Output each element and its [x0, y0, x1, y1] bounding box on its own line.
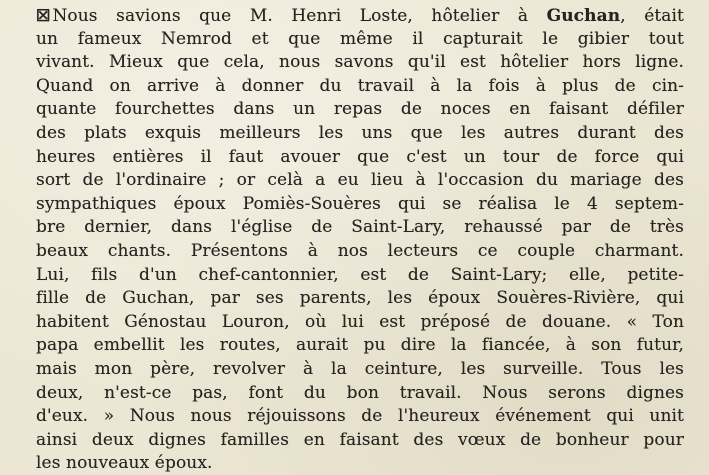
article-line-12: Lui, fils d'un chef-cantonnier, est de Saint-Lary; elle, petite- — [36, 264, 684, 285]
article-line-19: ainsi deux dignes familles en faisant des vœux de bonheur pour — [36, 429, 684, 450]
article-line-17: deux, n'est-ce pas, font du bon travail. Nous serons dignes — [36, 382, 684, 403]
article-line-3: vivant. Mieux que cela, nous savons qu'il est hôtelier hors ligne. — [36, 52, 684, 73]
article-line-1 — [36, 4, 684, 28]
article-line-9: sympathiques époux Pomiès-Souères qui se réalisa le 4 septem- — [36, 193, 684, 214]
article-line-1-text-a: Nous savions que M. Henri Loste, hôtelier à — [52, 6, 547, 26]
article-line-11: beaux chants. Présentons à nos lecteurs ce couple charmant. — [36, 240, 684, 261]
article-line-4: Quand on arrive à donner du travail à la fois à plus de cin- — [36, 75, 684, 96]
article-line-14: habitent Génostau Louron, où lui est préposé de douane. « Ton — [36, 311, 684, 332]
article-line-6: des plats exquis meilleurs les uns que les autres durant des — [36, 122, 684, 143]
article-line-20: les nouveaux époux. — [36, 453, 213, 474]
article-line-13: fille de Guchan, par ses parents, les époux Souères-Rivière, qui — [36, 288, 684, 309]
place-name-guchan: Guchan — [546, 6, 621, 26]
article-body — [36, 4, 684, 475]
boxed-x-icon: ☒ — [36, 6, 51, 25]
article-line-18: d'eux. » Nous nous réjouissons de l'heureux événement qui unit — [36, 406, 684, 427]
article-line-7: heures entières il faut avouer que c'est un tour de force qui — [36, 146, 684, 167]
article-line-5: quante fourchettes dans un repas de noces en faisant défiler — [36, 99, 684, 120]
article-line-10: bre dernier, dans l'église de Saint-Lary, rehaussé par de très — [36, 217, 684, 238]
article-line-2: un fameux Nemrod et que même il capturait le gibier tout — [36, 28, 684, 49]
article-line-15: papa embellit les routes, aurait pu dire la fiancée, à son futur, — [36, 335, 684, 356]
article-line-16: mais mon père, revolver à la ceinture, les surveille. Tous les — [36, 358, 684, 379]
article-line-8: sort de l'ordinaire ; or celà a eu lieu à l'occasion du mariage des — [36, 170, 684, 191]
article-line-1-text-b: , était — [620, 6, 684, 26]
